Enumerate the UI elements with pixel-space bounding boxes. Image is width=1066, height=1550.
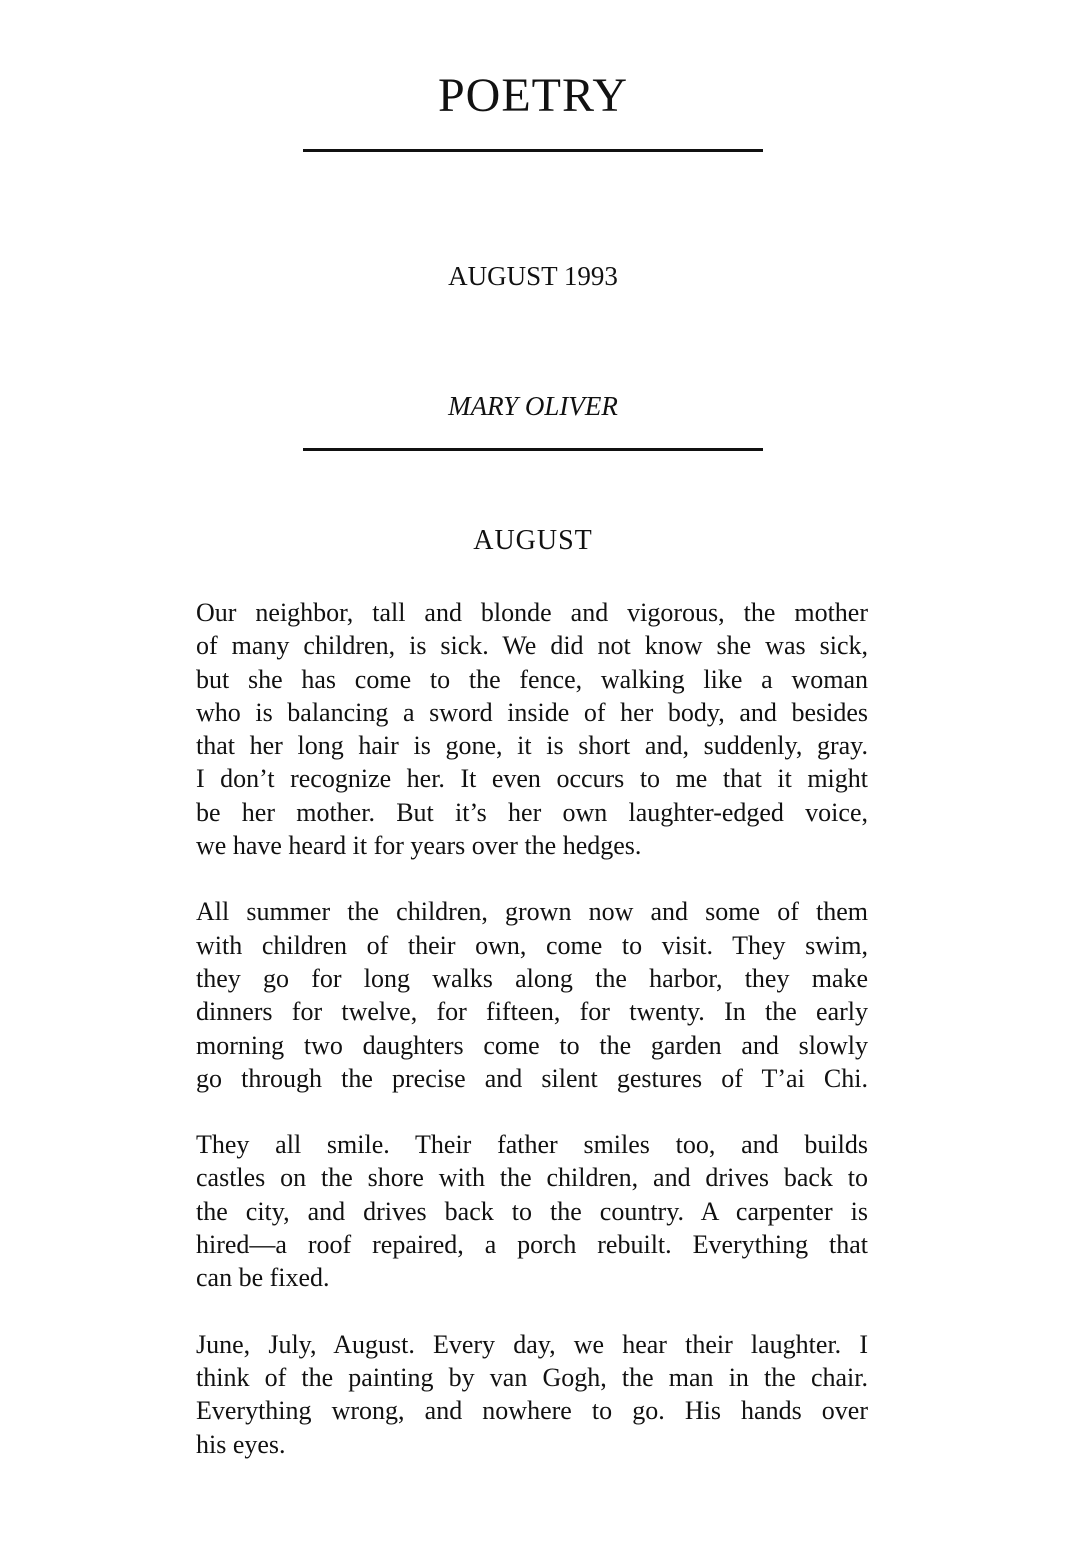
author-rule — [303, 448, 763, 451]
poem-line: who is balancing a sword inside of her body, and besides — [196, 697, 868, 727]
poem-line: can be fixed. — [196, 1263, 330, 1293]
poem-line: of many children, is sick. We did not know she was sick, — [196, 631, 868, 661]
poem-line: All summer the children, grown now and some of them — [196, 897, 868, 927]
poem-line: Our neighbor, tall and blonde and vigorous, the mother — [196, 598, 868, 627]
poem-line: we have heard it for years over the hedges. — [196, 831, 642, 861]
poem-line: be her mother. But it’s her own laughter-edged voice, — [196, 797, 868, 827]
poem-body — [196, 596, 868, 1461]
poem-line: Everything wrong, and nowhere to go. His hands over — [196, 1396, 868, 1426]
poem-line: morning two daughters come to the garden and slowly — [196, 1030, 868, 1060]
issue-date: AUGUST 1993 — [448, 261, 618, 291]
masthead-rule — [303, 149, 763, 152]
poem-line: They all smile. Their father smiles too, and builds — [196, 1130, 868, 1160]
poem-line: that her long hair is gone, it is short and, suddenly, gray. — [196, 731, 868, 761]
stanza-3 — [196, 1128, 868, 1294]
poem-line: hired—a roof repaired, a porch rebuilt. Everything that — [196, 1230, 868, 1260]
poem-line: castles on the shore with the children, and drives back to — [196, 1163, 868, 1193]
poem-title: AUGUST — [473, 525, 593, 556]
poem-line: I don’t recognize her. It even occurs to me that it might — [196, 764, 868, 794]
stanza-1 — [196, 596, 868, 862]
poem-line: with children of their own, come to visit. They swim, — [196, 930, 868, 960]
poem-line: go through the precise and silent gestures of T’ai Chi. — [196, 1063, 868, 1093]
journal-masthead: POETRY — [437, 69, 629, 122]
poem-line: dinners for twelve, for fifteen, for twenty. In the early — [196, 997, 868, 1027]
poem-line: think of the painting by van Gogh, the man in the chair. — [196, 1362, 868, 1392]
stanza-2 — [196, 895, 868, 1095]
author-name: MARY OLIVER — [448, 391, 618, 421]
poem-line: his eyes. — [196, 1429, 286, 1459]
poem-line: they go for long walks along the harbor, they make — [196, 963, 868, 993]
poem-line: but she has come to the fence, walking like a woman — [196, 664, 868, 694]
poem-line: the city, and drives back to the country. A carpenter is — [196, 1196, 868, 1226]
stanza-4 — [196, 1328, 868, 1461]
poem-line: June, July, August. Every day, we hear their laughter. I — [196, 1329, 868, 1359]
